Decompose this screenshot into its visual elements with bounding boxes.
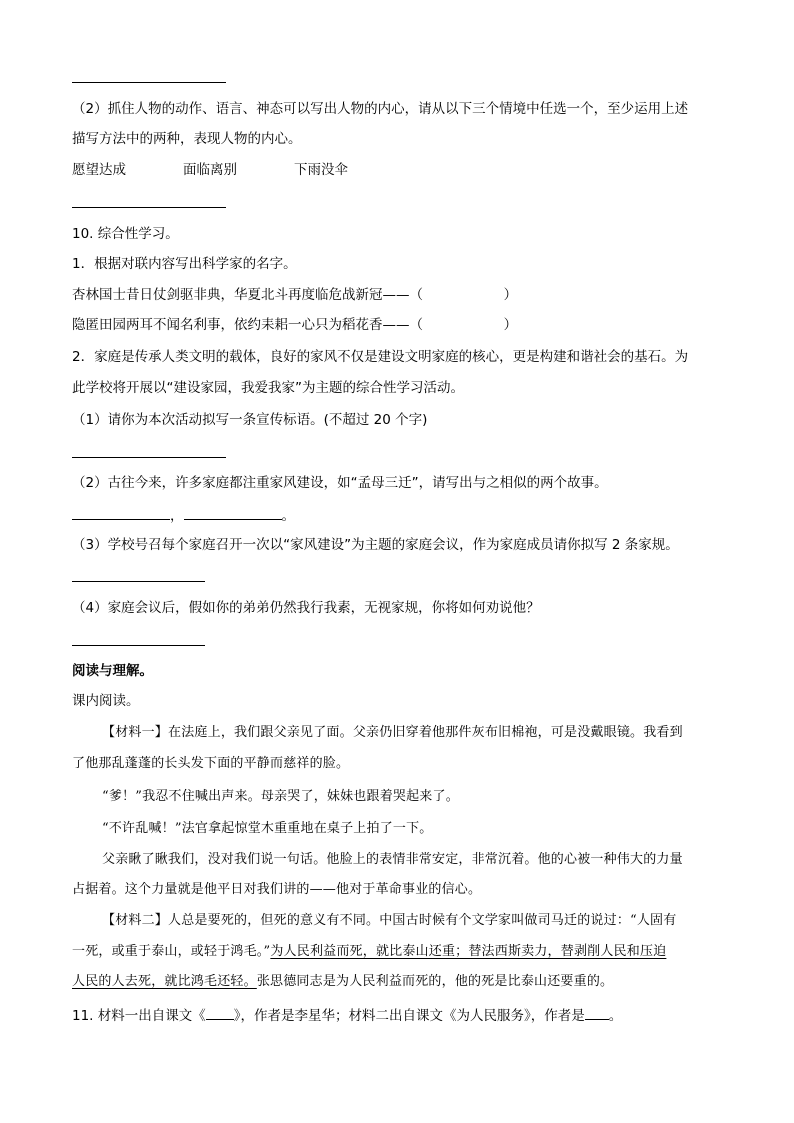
q9-part2-line2: 描写方法中的两种，表现人物的内心。 [72, 131, 302, 147]
section-title: 阅读与理解。 [72, 663, 153, 679]
material2-text: 张思德同志是为人民利益而死的，他的死是比泰山还要重的。 [256, 974, 614, 989]
period: 。 [281, 508, 295, 524]
q10-sub3: （3）学校号召每个家庭召开一次以“家风建设”为主题的家庭会议，作为家庭成员请你拟写 2 条家规。 [72, 537, 679, 553]
couplet-2-text: 隐匿田园两耳不闻名利事，依约耒耜一心只为稻花香——（ [72, 317, 423, 333]
material1-line2: 了他那乱蓬蓬的长头发下面的平静而慈祥的脸。 [72, 756, 350, 771]
material1-line3: “爹！”我忍不住喊出声来。母亲哭了，妹妹也跟着哭起来了。 [102, 789, 459, 804]
close-paren: ） [503, 287, 518, 303]
couplet-2 [72, 315, 517, 335]
answer-blank[interactable] [184, 504, 282, 520]
q9-option-3: 下雨没伞 [294, 162, 348, 178]
material1-label: 【材料一】 [102, 725, 169, 740]
answer-line[interactable] [72, 581, 205, 582]
material2-text: 人总是要死的，但死的意义有不同。中国古时候有个文学家叫做司马迁的说过：“人固有 [168, 913, 677, 928]
material2-line3 [72, 972, 613, 992]
answer-line[interactable] [72, 207, 226, 208]
material1-line1 [102, 723, 683, 743]
material2-line1 [102, 911, 676, 931]
material2-underlined: 人民的人去死，就比鸿毛还轻。 [72, 974, 257, 989]
q9-part2-line1: （2）抓住人物的动作、语言、神态可以写出人物的内心，请从以下三个情境中任选一个，至少运用上述 [72, 101, 689, 117]
answer-line[interactable] [72, 645, 205, 646]
answer-line[interactable] [72, 82, 226, 83]
q11-part-c: 。 [608, 1008, 623, 1024]
reading-subtitle: 课内阅读。 [72, 693, 140, 709]
material1-line4: “不许乱喊！”法官拿起惊堂木重重地在桌子上拍了一下。 [102, 821, 433, 836]
q11-part-b: 》，作者是李星华；材料二出自课文《为人民服务》，作者是 [233, 1008, 585, 1024]
material2-text: 一死，或重于泰山，或轻于鸿毛。” [72, 944, 271, 959]
answer-blank[interactable] [585, 1004, 609, 1020]
q10-sub2: （2）古往今来，许多家庭都注重家风建设，如“孟母三迁”，请写出与之相似的两个故事。 [72, 475, 608, 491]
q10-sub4: （4）家庭会议后，假如你的弟弟仍然我行我素，无视家规，你将如何劝说他？ [72, 600, 540, 616]
q9-option-2: 面临离别 [183, 162, 237, 178]
q10-title: 10. 综合性学习。 [72, 226, 179, 242]
answer-line[interactable] [72, 457, 226, 458]
material2-underlined: 为人民利益而死，就比泰山还重；替法西斯卖力，替剥削人民和压迫 [270, 944, 667, 959]
answer-blank[interactable] [206, 1004, 234, 1020]
material1-text: 在法庭上，我们跟父亲见了面。父亲仍旧穿着他那件灰布旧棉袍，可是没戴眼镜。我看到 [168, 725, 683, 740]
answer-blank[interactable] [72, 504, 170, 520]
couplet-1-text: 杏林国士昔日仗剑驱非典，华夏北斗再度临危战新冠——（ [72, 287, 423, 303]
q10-item2-line1: 2．家庭是传承人类文明的载体，良好的家风不仅是建设文明家庭的核心，更是构建和谐社会的基石。为 [72, 349, 689, 365]
material1-line5: 父亲瞅了瞅我们，没对我们说一句话。他脸上的表情非常安定，非常沉着。他的心被一种伟大的力量 [102, 852, 683, 867]
close-paren: ） [503, 317, 518, 333]
q10-item1: 1．根据对联内容写出科学家的名字。 [72, 256, 297, 272]
q10-sub1: （1）请你为本次活动拟写一条宣传标语。(不超过 20 个字) [72, 412, 428, 428]
material2-line2 [72, 942, 666, 962]
material1-line6: 占据着。这个力量就是他平日对我们讲的——他对于革命事业的信心。 [72, 882, 482, 897]
comma: ， [170, 508, 184, 524]
q11 [72, 1004, 622, 1026]
q11-part-a: 11. 材料一出自课文《 [72, 1008, 206, 1024]
q9-option-1: 愿望达成 [72, 162, 126, 178]
q10-sub2-answers [72, 504, 295, 526]
material2-label: 【材料二】 [102, 913, 169, 928]
couplet-1 [72, 285, 517, 305]
q10-item2-line2: 此学校将开展以“建设家园，我爱我家”为主题的综合性学习活动。 [72, 380, 464, 396]
